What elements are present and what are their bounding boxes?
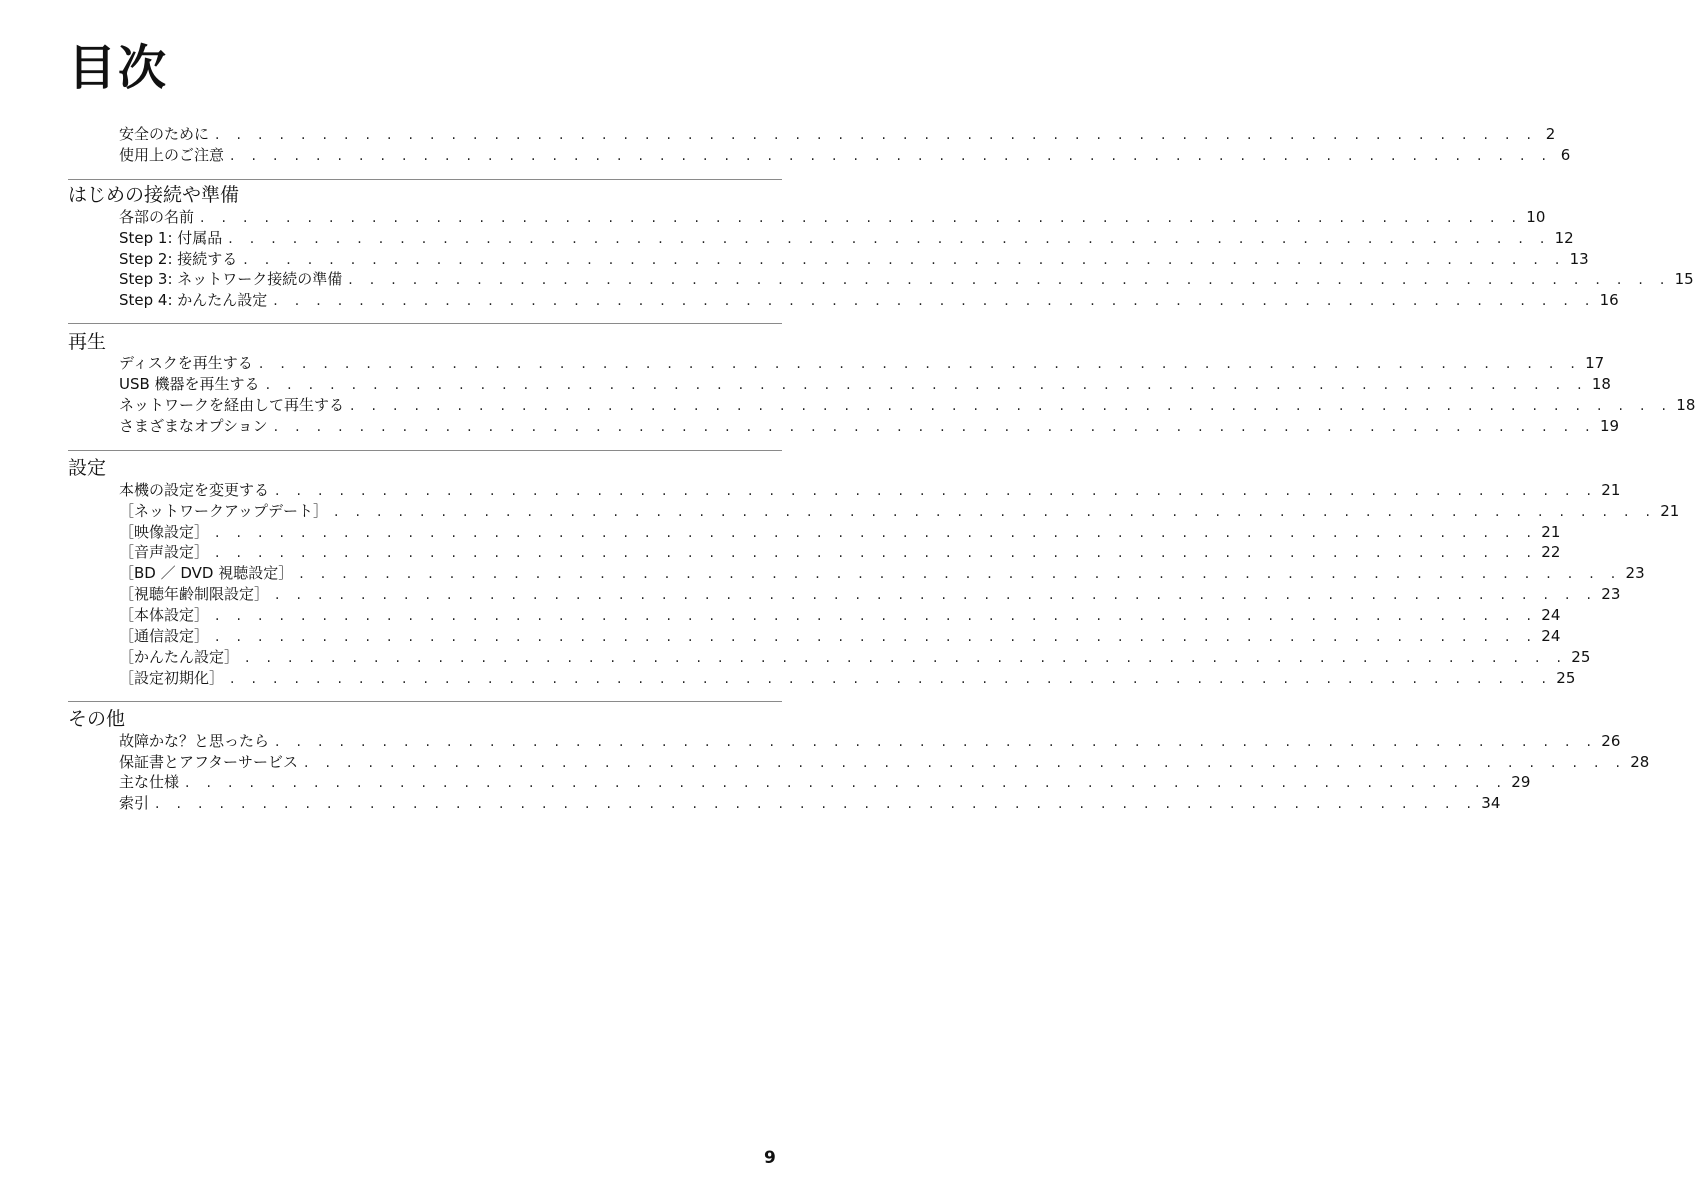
leader-dots: . . . . . . . . . . . . . . . . . . . . . . . . . . . . . . . . . . . . . . . . . . . . . . . . . . . . . . . . . . . . . .	[215, 545, 1538, 562]
toc-entry[interactable]	[119, 124, 1556, 145]
toc-entry-page: 19	[1599, 416, 1620, 435]
toc-entry-title: 各部の名前	[119, 207, 195, 226]
leader-dots: . . . . . . . . . . . . . . . . . . . . . . . . . . . . . . . . . . . . . . . . . . . . . . . . . . . . . . . . . . . . . .	[299, 566, 1622, 583]
toc-entry-title: Step 3: ネットワーク接続の準備	[119, 270, 343, 289]
toc-entry[interactable]	[119, 480, 1621, 501]
toc-entry-title: ［BD ／ DVD 視聴設定］	[119, 564, 294, 583]
section-divider	[68, 323, 782, 324]
toc-entry-page: 26	[1601, 731, 1621, 750]
toc-entry[interactable]	[119, 207, 1546, 228]
leader-dots: . . . . . . . . . . . . . . . . . . . . . . . . . . . . . . . . . . . . . . . . . . . . . . . . . . . . . . . . . . . . . .	[215, 524, 1538, 541]
toc-entry-page: 28	[1630, 752, 1650, 771]
leader-dots: . . . . . . . . . . . . . . . . . . . . . . . . . . . . . . . . . . . . . . . . . . . . . . . . . . . . . . . . . . . . . .	[333, 503, 1657, 520]
toc-entry-list	[0, 731, 1650, 815]
toc-entry-page: 21	[1601, 480, 1621, 499]
toc-entry-title: Step 4: かんたん設定	[119, 291, 268, 310]
toc-entry-title: ［視聴年齢制限設定］	[119, 585, 270, 604]
toc-section-settings	[0, 450, 1680, 689]
toc-entry-title: 主な仕様	[119, 773, 180, 792]
toc-entry[interactable]	[119, 772, 1531, 793]
section-heading: はじめの接続や準備	[68, 183, 240, 206]
toc-entry[interactable]	[119, 647, 1591, 668]
leader-dots: . . . . . . . . . . . . . . . . . . . . . . . . . . . . . . . . . . . . . . . . . . . . . . . . . . . . . . . . . . . . . .	[243, 251, 1566, 268]
toc-entry[interactable]	[119, 752, 1650, 773]
toc-entry-title: Step 2: 接続する	[119, 249, 238, 268]
toc-entry-title: ［映像設定］	[119, 522, 210, 541]
section-heading: 再生	[68, 331, 107, 354]
leader-dots: . . . . . . . . . . . . . . . . . . . . . . . . . . . . . . . . . . . . . . . . . . . . . . . . . . . . . . . . . . . . . .	[200, 209, 1523, 226]
toc-entry[interactable]	[119, 668, 1576, 689]
section-divider	[68, 701, 782, 702]
leader-dots: . . . . . . . . . . . . . . . . . . . . . . . . . . . . . . . . . . . . . . . . . . . . . . . . . . . . . . . . . . . . . .	[215, 127, 1538, 143]
toc-entry[interactable]	[119, 542, 1561, 563]
toc-entry-title: ［設定初期化］	[119, 668, 225, 687]
toc-entry-page: 12	[1554, 228, 1574, 247]
toc-entry-title: 保証書とアフターサービス	[119, 752, 298, 771]
section-heading: その他	[68, 707, 126, 730]
toc-entry-page: 34	[1481, 794, 1501, 813]
toc-entry-page: 2	[1545, 125, 1556, 143]
toc-entry-title: Step 1: 付属品	[119, 228, 223, 247]
toc-entry-page: 29	[1511, 773, 1531, 792]
toc-entry-page: 24	[1541, 606, 1561, 625]
toc-entry[interactable]	[119, 145, 1571, 166]
toc-entry-list	[0, 124, 1571, 166]
leader-dots: . . . . . . . . . . . . . . . . . . . . . . . . . . . . . . . . . . . . . . . . . . . . . . . . . . . . . . . . . . . . . .	[275, 733, 1598, 750]
toc-entry[interactable]	[119, 501, 1680, 522]
toc-entry-page: 23	[1625, 564, 1645, 583]
toc-entry-page: 18	[1676, 396, 1695, 415]
leader-dots: . . . . . . . . . . . . . . . . . . . . . . . . . . . . . . . . . . . . . . . . . . . . . . . . . . . . . . . . . . . . . .	[155, 796, 1478, 813]
toc-section-playback	[0, 323, 1695, 437]
toc-entry[interactable]	[119, 626, 1561, 647]
toc-entry[interactable]	[119, 374, 1611, 395]
toc-entry[interactable]	[119, 605, 1561, 626]
leader-dots: . . . . . . . . . . . . . . . . . . . . . . . . . . . . . . . . . . . . . . . . . . . . . . . . . . . . . . . . . . . . . .	[275, 482, 1598, 499]
toc-entry[interactable]	[119, 563, 1645, 584]
leader-dots: . . . . . . . . . . . . . . . . . . . . . . . . . . . . . . . . . . . . . . . . . . . . . . . . . . . . . . . . . . . . . .	[215, 629, 1538, 646]
toc-entry-page: 18	[1591, 375, 1611, 394]
toc-entry-title: ネットワークを経由して再生する	[119, 396, 345, 415]
section-divider	[68, 450, 782, 451]
toc-entry[interactable]	[119, 522, 1561, 543]
toc-entry[interactable]	[119, 249, 1589, 270]
toc-entry-title: ［ネットワークアップデート］	[119, 501, 328, 520]
toc-entry[interactable]	[119, 290, 1619, 311]
leader-dots: . . . . . . . . . . . . . . . . . . . . . . . . . . . . . . . . . . . . . . . . . . . . . . . . . . . . . . . . . . . . . .	[230, 670, 1553, 687]
toc-entry-title: ディスクを再生する	[119, 354, 253, 373]
toc-entry[interactable]	[119, 416, 1620, 437]
toc-entry-title: 本機の設定を変更する	[119, 480, 270, 499]
toc-entry-page: 25	[1556, 668, 1576, 687]
leader-dots: . . . . . . . . . . . . . . . . . . . . . . . . . . . . . . . . . . . . . . . . . . . . . . . . . . . . . . . . . . . . . .	[273, 418, 1596, 435]
page-number: 9	[764, 1148, 776, 1168]
leader-dots: . . . . . . . . . . . . . . . . . . . . . . . . . . . . . . . . . . . . . . . . . . . . . . . . . . . . . . . . . . . . . .	[230, 147, 1553, 164]
leader-dots: . . . . . . . . . . . . . . . . . . . . . . . . . . . . . . . . . . . . . . . . . . . . . . . . . . . . . . . . . . . . . .	[303, 754, 1627, 771]
leader-dots: . . . . . . . . . . . . . . . . . . . . . . . . . . . . . . . . . . . . . . . . . . . . . . . . . . . . . . . . . . . . . .	[275, 587, 1598, 604]
page-title: 目次	[68, 40, 169, 96]
toc-entry-page: 23	[1601, 585, 1621, 604]
toc-entry-list	[0, 207, 1694, 311]
leader-dots: . . . . . . . . . . . . . . . . . . . . . . . . . . . . . . . . . . . . . . . . . . . . . . . . . . . . . . . . . . . . . .	[228, 230, 1551, 247]
section-divider	[68, 179, 782, 180]
toc-entry-title: 安全のために	[119, 125, 210, 143]
leader-dots: . . . . . . . . . . . . . . . . . . . . . . . . . . . . . . . . . . . . . . . . . . . . . . . . . . . . . . . . . . . . . .	[273, 293, 1596, 310]
toc-entry[interactable]	[119, 793, 1501, 814]
leader-dots: . . . . . . . . . . . . . . . . . . . . . . . . . . . . . . . . . . . . . . . . . . . . . . . . . . . . . . . . . . . . . .	[265, 377, 1588, 394]
toc-entry-page: 25	[1571, 647, 1591, 666]
toc-entry-title: さまざまなオプション	[119, 416, 268, 435]
toc-entry-list	[0, 480, 1680, 689]
toc-entry[interactable]	[119, 395, 1695, 416]
leader-dots: . . . . . . . . . . . . . . . . . . . . . . . . . . . . . . . . . . . . . . . . . . . . . . . . . . . . . . . . . . . . . .	[215, 608, 1538, 625]
toc-entry-page: 17	[1585, 354, 1605, 373]
toc-entry-page: 22	[1541, 543, 1561, 562]
toc-entry-page: 10	[1526, 207, 1546, 226]
toc-entry[interactable]	[119, 353, 1605, 374]
table-of-contents	[0, 124, 1695, 814]
toc-entry-title: 故障かな？と思ったら	[119, 731, 270, 750]
toc-entry-title: 使用上のご注意	[119, 145, 225, 164]
toc-entry[interactable]	[119, 269, 1694, 290]
leader-dots: . . . . . . . . . . . . . . . . . . . . . . . . . . . . . . . . . . . . . . . . . . . . . . . . . . . . . . . . . . . . . .	[245, 649, 1568, 666]
toc-entry-title: ［本体設定］	[119, 606, 210, 625]
toc-entry[interactable]	[119, 228, 1574, 249]
toc-entry-page: 16	[1599, 291, 1619, 310]
toc-entry-page: 6	[1560, 145, 1571, 164]
section-heading: 設定	[68, 456, 107, 479]
toc-entry-list	[0, 353, 1695, 437]
leader-dots: . . . . . . . . . . . . . . . . . . . . . . . . . . . . . . . . . . . . . . . . . . . . . . . . . . . . . . . . . . . . . .	[348, 272, 1671, 289]
toc-entry-title: USB 機器を再生する	[119, 375, 260, 394]
toc-section-other	[0, 701, 1650, 815]
leader-dots: . . . . . . . . . . . . . . . . . . . . . . . . . . . . . . . . . . . . . . . . . . . . . . . . . . . . . . . . . . . . . .	[258, 356, 1582, 373]
toc-entry-page: 24	[1541, 627, 1561, 646]
toc-entry-title: 索引	[119, 794, 150, 813]
toc-entry-page: 21	[1541, 522, 1561, 541]
toc-entry-page: 21	[1660, 501, 1680, 520]
toc-entry-title: ［通信設定］	[119, 627, 210, 646]
toc-section-setup	[0, 179, 1694, 311]
leader-dots: . . . . . . . . . . . . . . . . . . . . . . . . . . . . . . . . . . . . . . . . . . . . . . . . . . . . . . . . . . . . . .	[185, 775, 1508, 792]
toc-entry[interactable]	[119, 584, 1621, 605]
leader-dots: . . . . . . . . . . . . . . . . . . . . . . . . . . . . . . . . . . . . . . . . . . . . . . . . . . . . . . . . . . . . . .	[350, 398, 1673, 415]
toc-entry-page: 15	[1674, 270, 1694, 289]
toc-entry-title: ［かんたん設定］	[119, 647, 240, 666]
toc-entry[interactable]	[119, 731, 1621, 752]
toc-section-intro	[0, 124, 1571, 166]
toc-entry-page: 13	[1569, 249, 1589, 268]
toc-entry-title: ［音声設定］	[119, 543, 210, 562]
